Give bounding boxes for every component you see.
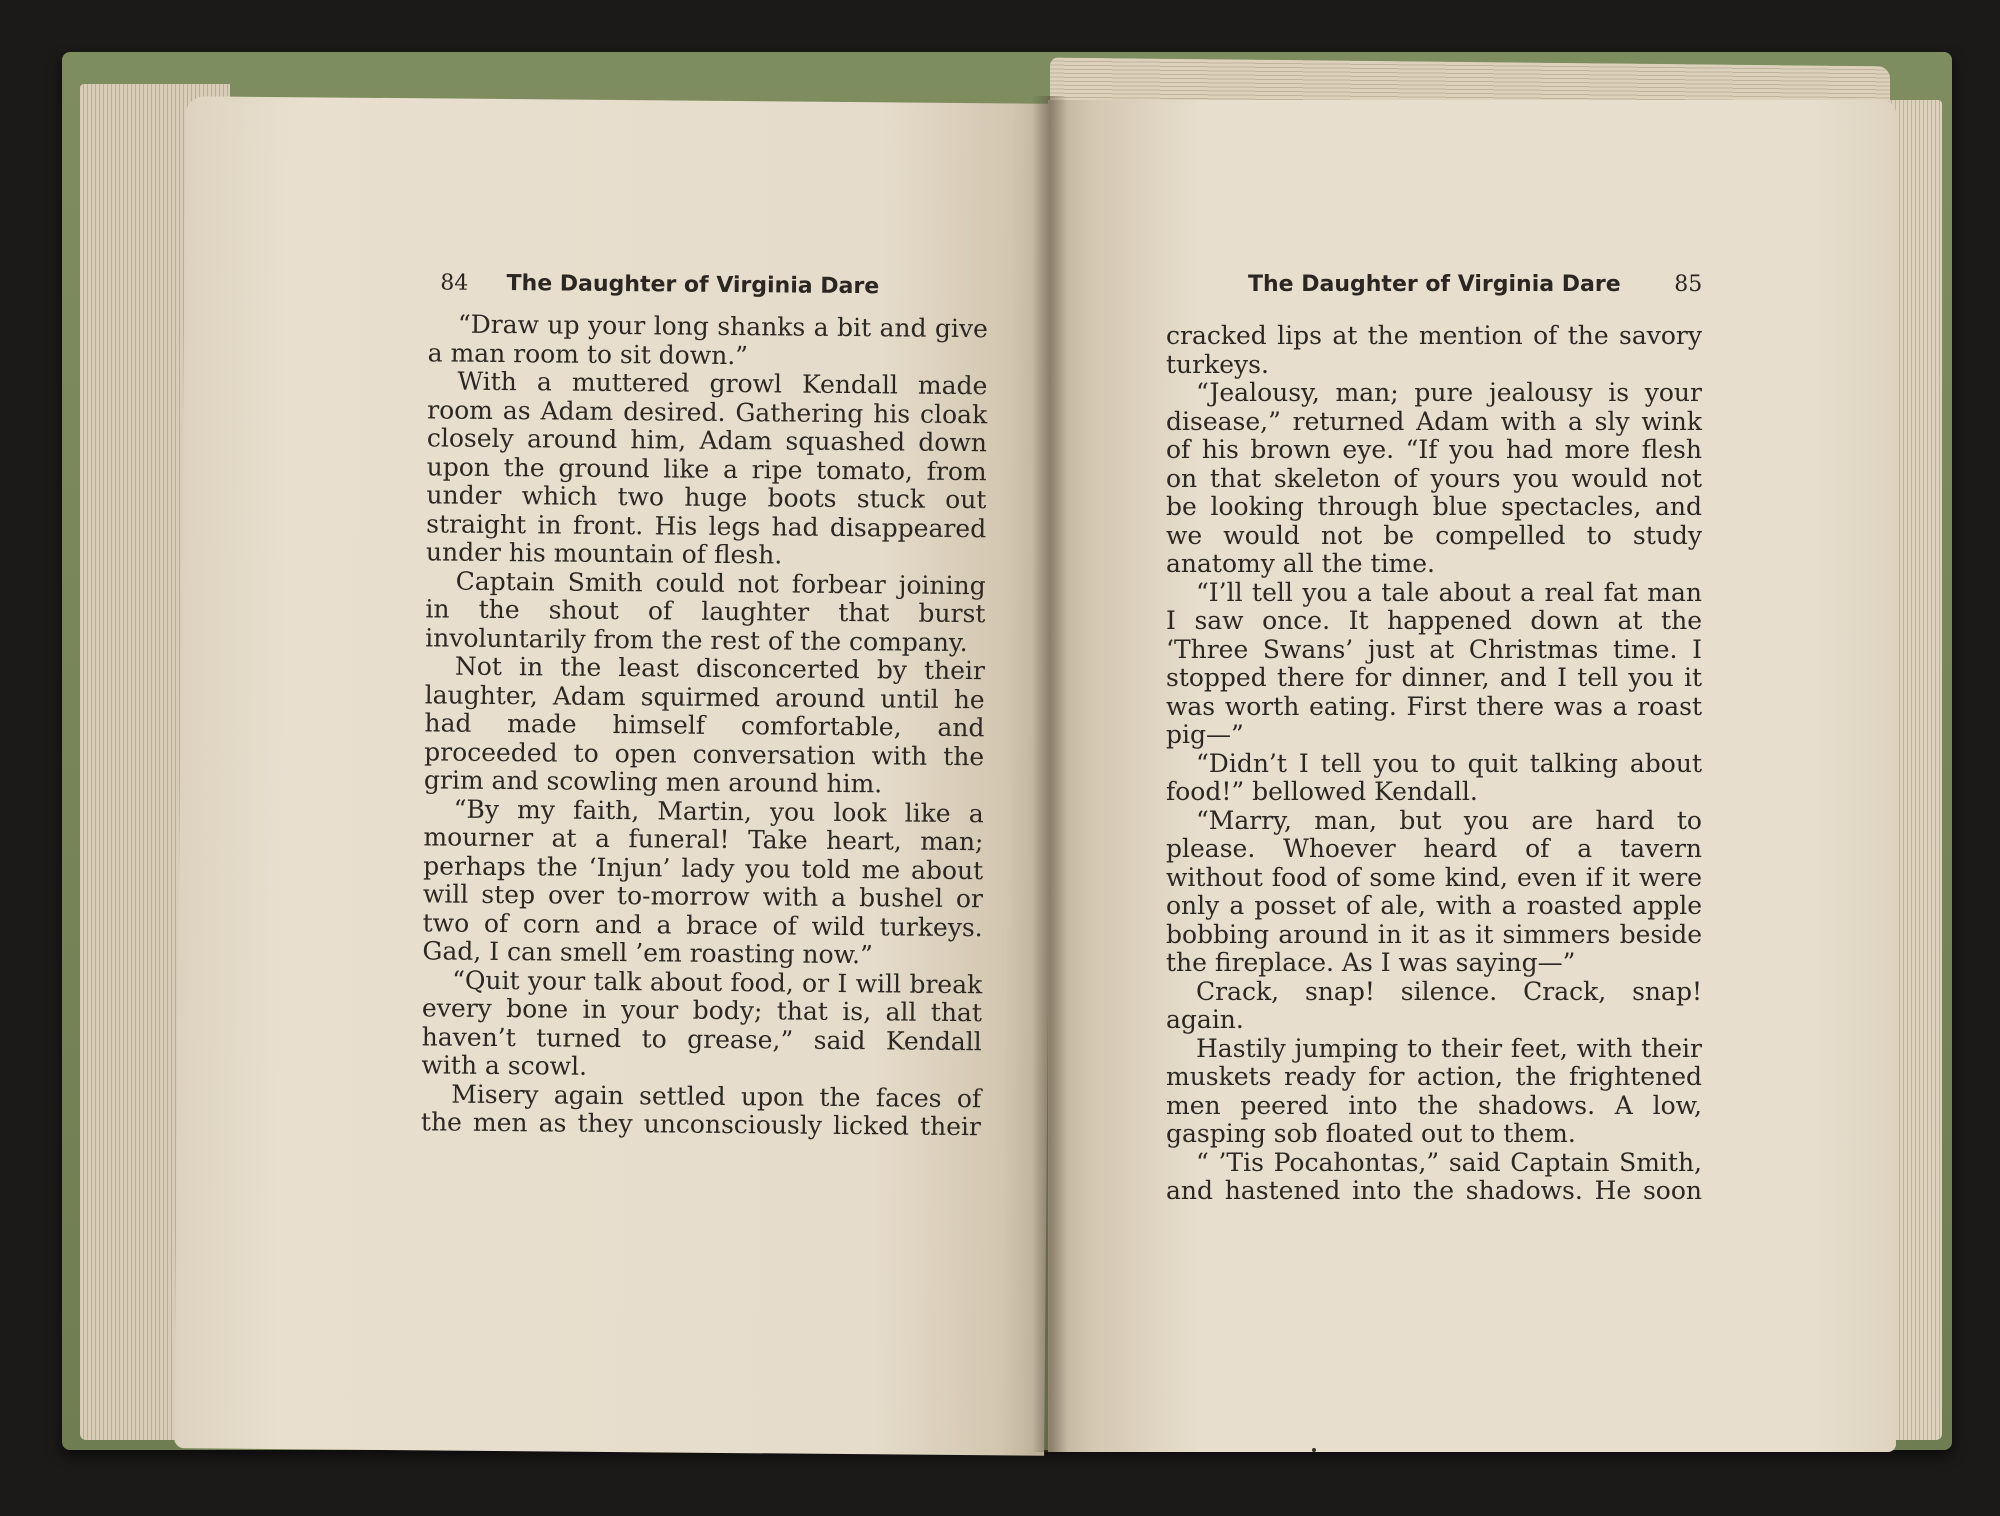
- right-running-title: The Daughter of Virginia Dare: [1248, 272, 1621, 297]
- paragraph: cracked lips at the mention of the savory turkeys.: [1166, 321, 1702, 379]
- paragraph: “By my faith, Martin, you look like a mourner at a funeral! Take heart, man; perhaps the ‘Injun’ lady you told me about will step over to-morrow with a bushel or two of corn and a brace of wild turkeys. Gad, I can smell ’em roasting now.”: [422, 794, 984, 970]
- right-running-head: [1248, 272, 1896, 297]
- ink-speck: [1312, 1448, 1316, 1452]
- paragraph: Misery again settled upon the faces of the men as they unconsciously licked their: [420, 1079, 982, 1142]
- right-page-body: [1166, 322, 1702, 1206]
- left-running-head: [440, 270, 1054, 300]
- paragraph: “Marry, man, but you are hard to please. Whoever heard of a tavern without food of some kind, even if it were only a posset of ale, with a roasted apple bobbing around in it as it simmers beside the fireplace. As I was saying—”: [1166, 805, 1702, 977]
- right-page: [1048, 100, 1896, 1452]
- paragraph: Captain Smith could not forbear joining in the shout of laughter that burst involuntarily from the rest of the company.: [425, 566, 986, 657]
- left-page-body: [421, 310, 988, 1141]
- paragraph: “Jealousy, man; pure jealousy is your disease,” returned Adam with a sly wink of his brown eye. “If you had more flesh on that skeleton of yours you would not be looking through blue spectacles, and we would not be compelled to study anatomy all the time.: [1166, 378, 1702, 578]
- paragraph: “I’ll tell you a tale about a real fat man I saw once. It happened down at the ‘Three Swans’ just at Christmas time. I stopped there for dinner, and I tell you it was worth eating. First there was a roast pig—”: [1166, 577, 1702, 749]
- left-page: [174, 96, 1056, 1456]
- paragraph: Crack, snap! silence. Crack, snap! again.: [1166, 976, 1702, 1034]
- paragraph: Hastily jumping to their feet, with their muskets ready for action, the frightened men peered into the shadows. A low, gasping sob floated out to them.: [1166, 1033, 1702, 1148]
- paragraph: “Quit your talk about food, or I will break every bone in your body; that is, all that haven’t turned to grease,” said Kendall with a scowl.: [421, 965, 983, 1081]
- left-running-title: The Daughter of Virginia Dare: [506, 271, 880, 300]
- left-page-number: 84: [440, 270, 469, 296]
- book-gutter: [1032, 96, 1068, 1452]
- paragraph: “Didn’t I tell you to quit talking about food!” bellowed Kendall.: [1166, 748, 1702, 806]
- right-page-number: 85: [1674, 272, 1703, 297]
- paragraph: “Draw up your long shanks a bit and give a man room to sit down.”: [427, 309, 989, 370]
- paragraph: “ ’Tis Pocahontas,” said Captain Smith, and hastened into the shadows. He soon: [1166, 1147, 1702, 1205]
- paragraph: With a muttered growl Kendall made room as Adam desired. Gathering his cloak closely around him, Adam squashed down upon the ground like a ripe tomato, from under which two huge boots stuck out straight in front. His legs had disappeared under his mountain of flesh.: [425, 366, 988, 570]
- paragraph: Not in the least disconcerted by their laughter, Adam squirmed around until he had made himself comfortable, and proceeded to open conversation with the grim and scowling men around him.: [423, 651, 986, 799]
